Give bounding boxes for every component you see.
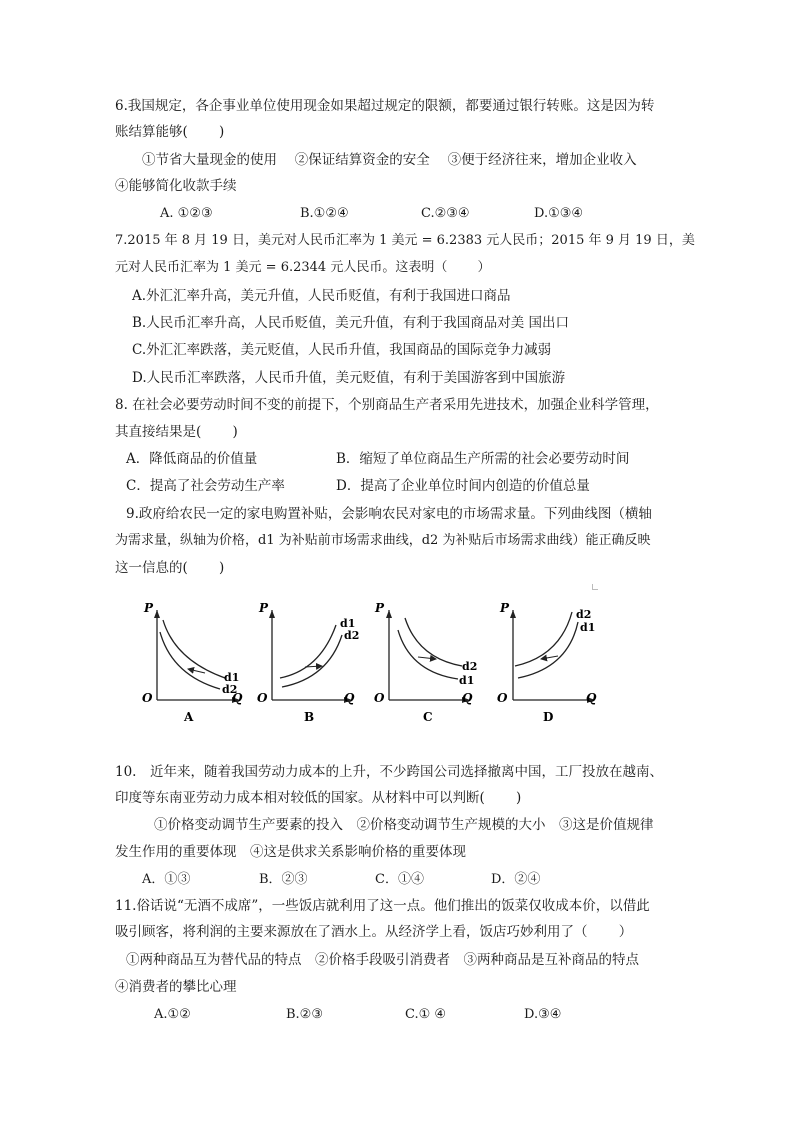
graph-d-upper-label: d2 — [576, 608, 592, 621]
q9-graph-d[interactable] — [497, 601, 597, 724]
graph-b-upper-curve — [280, 625, 336, 678]
q7-option-c[interactable]: C.外汇汇率跌落，美元贬值，人民币升值，我国商品的国际竞争力减弱 — [132, 342, 552, 358]
q7-option-d[interactable]: D.人民币汇率跌落，人民币升值，美元贬值，有利于美国游客到中国旅游 — [132, 370, 566, 386]
graph-c-lower-label: d1 — [459, 674, 475, 687]
q9-stem-line1: 9.政府给农民一定的家电购置补贴，会影响农民对家电的市场需求量。下列曲线图（横轴 — [126, 506, 652, 522]
graph-a-y-arrow-icon — [154, 610, 160, 618]
q6-items-line2: ④能够简化收款手续 — [115, 178, 237, 194]
q11-stem-line1: 11.俗话说“无酒不成席”，一些饭店就利用了这一点。他们推出的饭菜仅收成本价，以借此 — [115, 898, 650, 914]
q10-option-b[interactable]: B．②③ — [259, 872, 308, 887]
graph-a-letter: A — [184, 710, 194, 724]
graph-a-upper-label: d1 — [224, 671, 240, 684]
graph-c-shift-arrow-icon — [418, 657, 436, 659]
q10-option-a[interactable]: A．①③ — [142, 872, 191, 887]
q11-option-c[interactable]: C.① ④ — [405, 1007, 447, 1022]
q7-option-a[interactable]: A.外汇汇率升高，美元升值，人民币贬值，有利于我国进口商品 — [132, 288, 511, 304]
q6-option-b[interactable]: B.①②④ — [300, 206, 349, 221]
graph-a-lower-label: d2 — [222, 683, 238, 696]
graph-b-origin-label: O — [257, 691, 268, 705]
graph-d-lower-label: d1 — [580, 621, 596, 634]
q8-option-d[interactable]: D．提高了企业单位时间内创造的价值总量 — [336, 478, 590, 494]
q8-stem-line2: 其直接结果是( ) — [115, 424, 238, 440]
graph-a-lower-curve — [160, 632, 220, 689]
graph-c-upper-label: d2 — [462, 660, 478, 673]
q11-stem-line2: 吸引顾客，将利润的主要来源放在了酒水上。从经济学上看，饭店巧妙利用了（ ） — [115, 924, 633, 940]
q9-graph-b[interactable] — [257, 601, 359, 724]
q10-items-line1: ①价格变动调节生产要素的投入 ②价格变动调节生产规模的大小 ③这是价值规律 — [154, 817, 654, 833]
q11-items-line1: ①两种商品互为替代品的特点 ②价格手段吸引消费者 ③两种商品是互补商品的特点 — [126, 952, 639, 968]
q10-option-d[interactable]: D．②④ — [491, 872, 541, 887]
graph-a-upper-curve — [163, 620, 225, 678]
graph-b-axis-y-label: P — [259, 601, 269, 615]
graph-c-letter: C — [423, 710, 433, 724]
q9-stem-line3: 这一信息的( ) — [115, 560, 225, 576]
graph-d-y-arrow-icon — [510, 610, 516, 618]
q9-graphs — [0, 590, 794, 730]
q10-items-line2: 发生作用的重要体现 ④这是供求关系影响价格的重要体现 — [115, 844, 466, 860]
q6-items-line1: ①节省大量现金的使用 ②保证结算资金的安全 ③便于经济往来，增加企业收入 — [142, 152, 637, 168]
graph-b-axis-x-label: Q — [344, 691, 355, 705]
graph-d-axis-y-label: P — [500, 601, 510, 615]
graph-b-y-arrow-icon — [269, 610, 275, 618]
graph-c-axis-x-label: Q — [462, 691, 473, 705]
q6-option-d[interactable]: D.①③④ — [534, 206, 584, 221]
q9-stem-line2: 为需求量，纵轴为价格，d1 为补贴前市场需求曲线，d2 为补贴后市场需求曲线）能正确反映 — [115, 533, 651, 548]
q9-graph-c[interactable] — [374, 601, 477, 724]
graph-b-upper-label: d1 — [340, 617, 356, 630]
q6-option-c[interactable]: C.②③④ — [421, 206, 470, 221]
q8-option-b[interactable]: B．缩短了单位商品生产所需的社会必要劳动时间 — [336, 451, 630, 467]
graph-a-shift-arrow-icon — [188, 669, 205, 673]
q8-stem-line1: 8. 在社会必要劳动时间不变的前提下，个别商品生产者采用先进技术，加强企业科学管理， — [115, 397, 659, 413]
q6-stem-line1: 6.我国规定，各企事业单位使用现金如果超过规定的限额，都要通过银行转账。这是因为转 — [115, 98, 655, 114]
graph-d-upper-curve — [515, 612, 572, 666]
q11-option-b[interactable]: B.②③ — [286, 1007, 323, 1022]
q7-stem-line1: 7.2015 年 8 月 19 日，美元对人民币汇率为 1 美元 = 6.2383 元人民币；2015 年 9 月 19 日，美 — [115, 233, 695, 248]
q8-option-a[interactable]: A．降低商品的价值量 — [126, 451, 258, 467]
q10-stem-line1: 10. 近年来，随着我国劳动力成本的上升，不少跨国公司选择撤离中国，工厂投放在越南、 — [115, 764, 663, 780]
q6-option-a[interactable]: A. ①②③ — [160, 206, 213, 221]
q11-option-a[interactable]: A.①② — [154, 1007, 191, 1022]
graph-d-axis-x-label: Q — [586, 691, 597, 705]
q11-items-line2: ④消费者的攀比心理 — [115, 979, 237, 995]
q10-option-c[interactable]: C．①④ — [375, 872, 424, 887]
q9-graph-a[interactable] — [142, 601, 243, 724]
graph-c-axis-y-label: P — [375, 601, 385, 615]
graph-b-lower-label: d2 — [344, 629, 360, 642]
graph-a-axis-x-label: Q — [232, 691, 243, 705]
q8-option-c[interactable]: C．提高了社会劳动生产率 — [126, 478, 285, 494]
graph-d-shift-arrow-icon — [541, 656, 558, 659]
q6-stem-line2: 账结算能够( ) — [115, 124, 225, 140]
q11-option-d[interactable]: D.③④ — [524, 1007, 562, 1022]
q7-stem-line2: 元对人民币汇率为 1 美元 = 6.2344 元人民币。这表明（ ） — [115, 260, 491, 275]
graph-a-origin-label: O — [142, 691, 153, 705]
graph-b-lower-curve — [282, 635, 342, 687]
graph-c-y-arrow-icon — [386, 610, 392, 618]
graph-d-origin-label: O — [497, 691, 508, 705]
graph-a-axis-y-label: P — [144, 601, 154, 615]
graph-b-letter: B — [304, 710, 315, 724]
graph-d-letter: D — [543, 710, 554, 724]
q7-option-b[interactable]: B.人民币汇率升高，人民币贬值，美元升值，有利于我国商品对美 国出口 — [132, 315, 570, 331]
q10-stem-line2: 印度等东南亚劳动力成本相对较低的国家。从材料中可以判断( ) — [115, 790, 522, 806]
graph-c-lower-curve — [398, 630, 458, 679]
graph-c-origin-label: O — [374, 691, 385, 705]
